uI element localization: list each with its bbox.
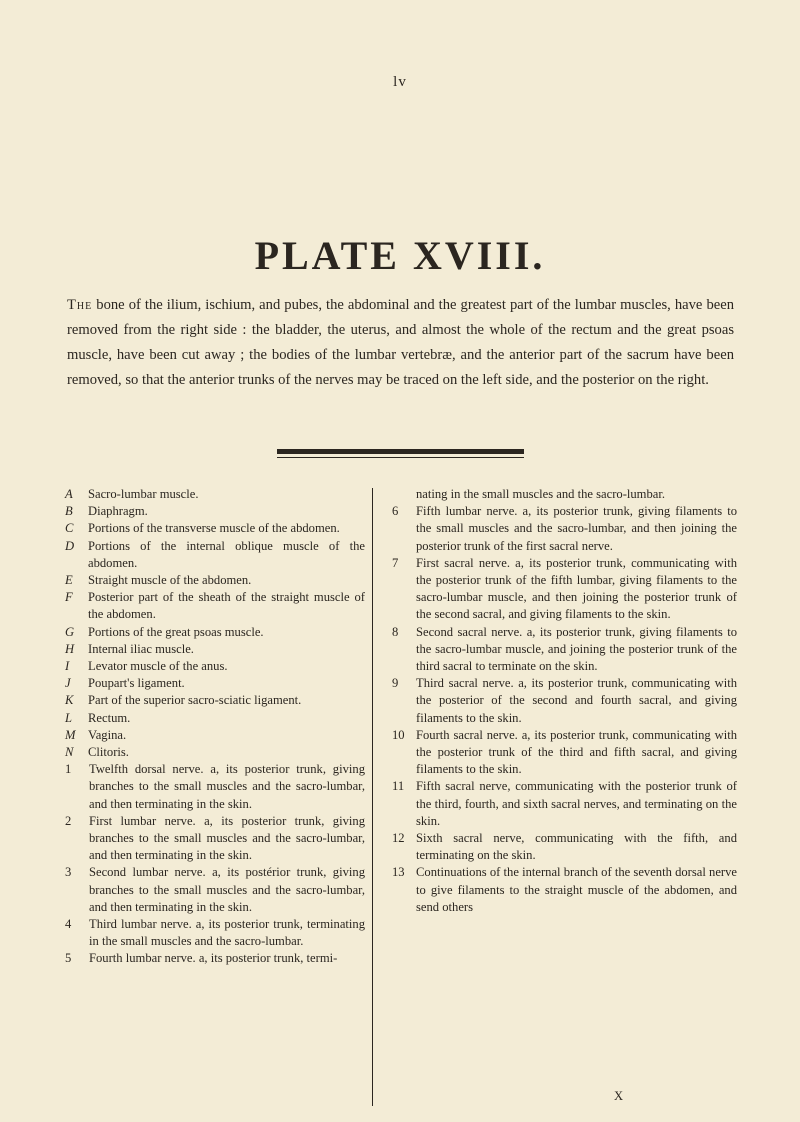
legend-key <box>392 486 416 503</box>
legend-key: L <box>65 710 73 725</box>
intro-paragraph <box>67 293 734 393</box>
legend-text: Vagina. <box>88 727 127 742</box>
catchword: X <box>614 1089 624 1103</box>
legend-entry <box>392 675 737 727</box>
legend-key: 10 <box>392 727 405 742</box>
legend-text: Fifth sacral nerve, communicating with the posterior trunk of the third, fourth, and sixth sacral nerves, and terminating on the skin. <box>416 779 737 828</box>
legend-key: 12 <box>392 831 405 846</box>
legend-key: B <box>65 504 73 519</box>
legend-text: Levator muscle of the anus. <box>88 659 228 674</box>
legend-key: 9 <box>392 676 399 691</box>
column-divider <box>372 488 373 1106</box>
legend-key: 7 <box>392 555 399 570</box>
legend-key: H <box>65 641 75 656</box>
legend-entry <box>65 658 365 675</box>
legend-text: Portions of the internal oblique muscle of the abdomen. <box>88 538 365 570</box>
legend-key: 11 <box>392 779 405 794</box>
legend-entry <box>65 761 365 813</box>
legend-key: E <box>65 573 73 588</box>
legend-entry <box>392 727 737 779</box>
legend-key: I <box>65 659 70 674</box>
legend-entry <box>65 641 365 658</box>
legend-entry <box>392 503 737 555</box>
double-rule <box>277 449 524 454</box>
legend-entry <box>65 520 365 537</box>
legend-key: J <box>65 676 71 691</box>
legend-left-column <box>65 486 365 968</box>
legend-text: Poupart's ligament. <box>88 676 185 691</box>
legend-right-column <box>392 486 737 916</box>
legend-text: First lumbar nerve. a, its posterior trunk, giving branches to the small muscles and the sacro-lumbar, and then terminating in the skin. <box>89 813 365 863</box>
legend-key: K <box>65 693 74 708</box>
legend-key: G <box>65 624 75 639</box>
legend-text: First sacral nerve. a, its posterior trunk, communicating with the posterior trunk of the fifth lumbar, giving filaments to the sacro-lumbar muscle, and then joining the posterior trunk of the second sacral, and giving filaments to the skin. <box>416 555 737 622</box>
legend-text: Twelfth dorsal nerve. a, its posterior trunk, giving branches to the small muscles and the sacro-lumbar, and then terminating in the skin. <box>89 762 365 811</box>
legend-text: Second sacral nerve. a, its posterior trunk, giving filaments to the sacro-lumbar muscle, and joining the posterior trunk of the third sacral to terminate on the skin. <box>416 624 737 674</box>
legend-entry <box>65 950 365 967</box>
legend-text: Part of the superior sacro-sciatic ligament. <box>88 693 302 708</box>
legend-key: F <box>65 590 73 605</box>
legend-text: Third sacral nerve. a, its posterior trunk, communicating with the posterior of the second and fourth sacral, and giving filaments to the skin. <box>416 676 737 725</box>
legend-text: Second lumbar nerve. a, its postérior trunk, giving branches to the small muscles and the sacro-lumbar, and then terminating in the skin. <box>89 865 365 914</box>
legend-entry <box>65 675 365 692</box>
legend-entry <box>392 555 737 624</box>
legend-text: Sacro-lumbar muscle. <box>88 487 199 501</box>
legend-text: Straight muscle of the abdomen. <box>88 573 252 588</box>
legend-entry <box>392 864 737 916</box>
plate-title: PLATE XVIII. <box>254 233 546 278</box>
legend-text: Continuations of the internal branch of the seventh dorsal nerve to give filaments to the straight muscle of the abdomen, and send others <box>416 865 737 914</box>
legend-entry <box>392 486 737 503</box>
legend-entry <box>65 916 365 950</box>
legend-text: Sixth sacral nerve, communicating with the fifth, and terminating on the skin. <box>416 831 737 863</box>
legend-text: Posterior part of the sheath of the straight muscle of the abdomen. <box>88 590 365 622</box>
legend-text: Clitoris. <box>88 745 129 760</box>
legend-text: Third lumbar nerve. a, its posterior trunk, terminating in the small muscles and the sacro-lumbar. <box>89 917 365 949</box>
intro-text: bone of the ilium, ischium, and pubes, the abdominal and the greatest part of the lumbar muscles, have been removed from the right side : the bladder, the uterus, and almost the whole of the rectum and the great psoas muscle, have been cut away ; the bodies of the lumbar vertebræ, and the anterior part of the sacrum have been removed, so that the anterior trunks of the nerves may be traced on the left side, and the posterior on the right. <box>67 297 734 388</box>
legend-key: 3 <box>65 865 72 880</box>
page-number: lv <box>393 74 407 90</box>
legend-entry <box>65 538 365 572</box>
legend-entry <box>65 864 365 916</box>
legend-entry <box>65 589 365 623</box>
legend-text: Rectum. <box>88 710 131 725</box>
legend-text: Portions of the great psoas muscle. <box>88 624 264 639</box>
legend-entry <box>65 727 365 744</box>
legend-key: 8 <box>392 624 399 639</box>
legend-text: Fifth lumbar nerve. a, its posterior trunk, giving filaments to the small muscles and the sacro-lumbar, and then joining the posterior trunk of the first sacral nerve. <box>416 504 737 553</box>
legend-text: Fourth sacral nerve. a, its posterior trunk, communicating with the posterior trunk of the third and fifth sacral, and giving filaments to the skin. <box>416 727 737 777</box>
legend-text: Diaphragm. <box>88 504 148 519</box>
legend-key: 1 <box>65 762 72 777</box>
legend-key: A <box>65 487 73 501</box>
legend-text: nating in the small muscles and the sacro-lumbar. <box>416 487 666 501</box>
legend-text: Internal iliac muscle. <box>88 641 194 656</box>
legend-key: 6 <box>392 504 399 519</box>
legend-key: N <box>65 745 74 760</box>
legend-entry <box>65 710 365 727</box>
legend-entry <box>65 503 365 520</box>
legend-entry <box>65 813 365 865</box>
legend-entry <box>392 778 737 830</box>
legend-entry <box>65 744 365 761</box>
legend-entry <box>65 572 365 589</box>
legend-entry <box>392 830 737 864</box>
legend-text: Portions of the transverse muscle of the abdomen. <box>88 521 340 536</box>
legend-entry <box>65 486 365 503</box>
legend-entry <box>392 624 737 676</box>
legend-key: 5 <box>65 951 72 966</box>
intro-lead-word: The <box>67 297 93 313</box>
legend-entry <box>65 624 365 641</box>
legend-key: 13 <box>392 865 405 880</box>
legend-key: D <box>65 538 75 553</box>
legend-text: Fourth lumbar nerve. a, its posterior trunk, termi- <box>89 951 338 966</box>
legend-key: 4 <box>65 917 72 932</box>
legend-entry <box>65 692 365 709</box>
legend-key: C <box>65 521 74 536</box>
legend-key: M <box>65 727 76 742</box>
legend-key: 2 <box>65 813 72 828</box>
